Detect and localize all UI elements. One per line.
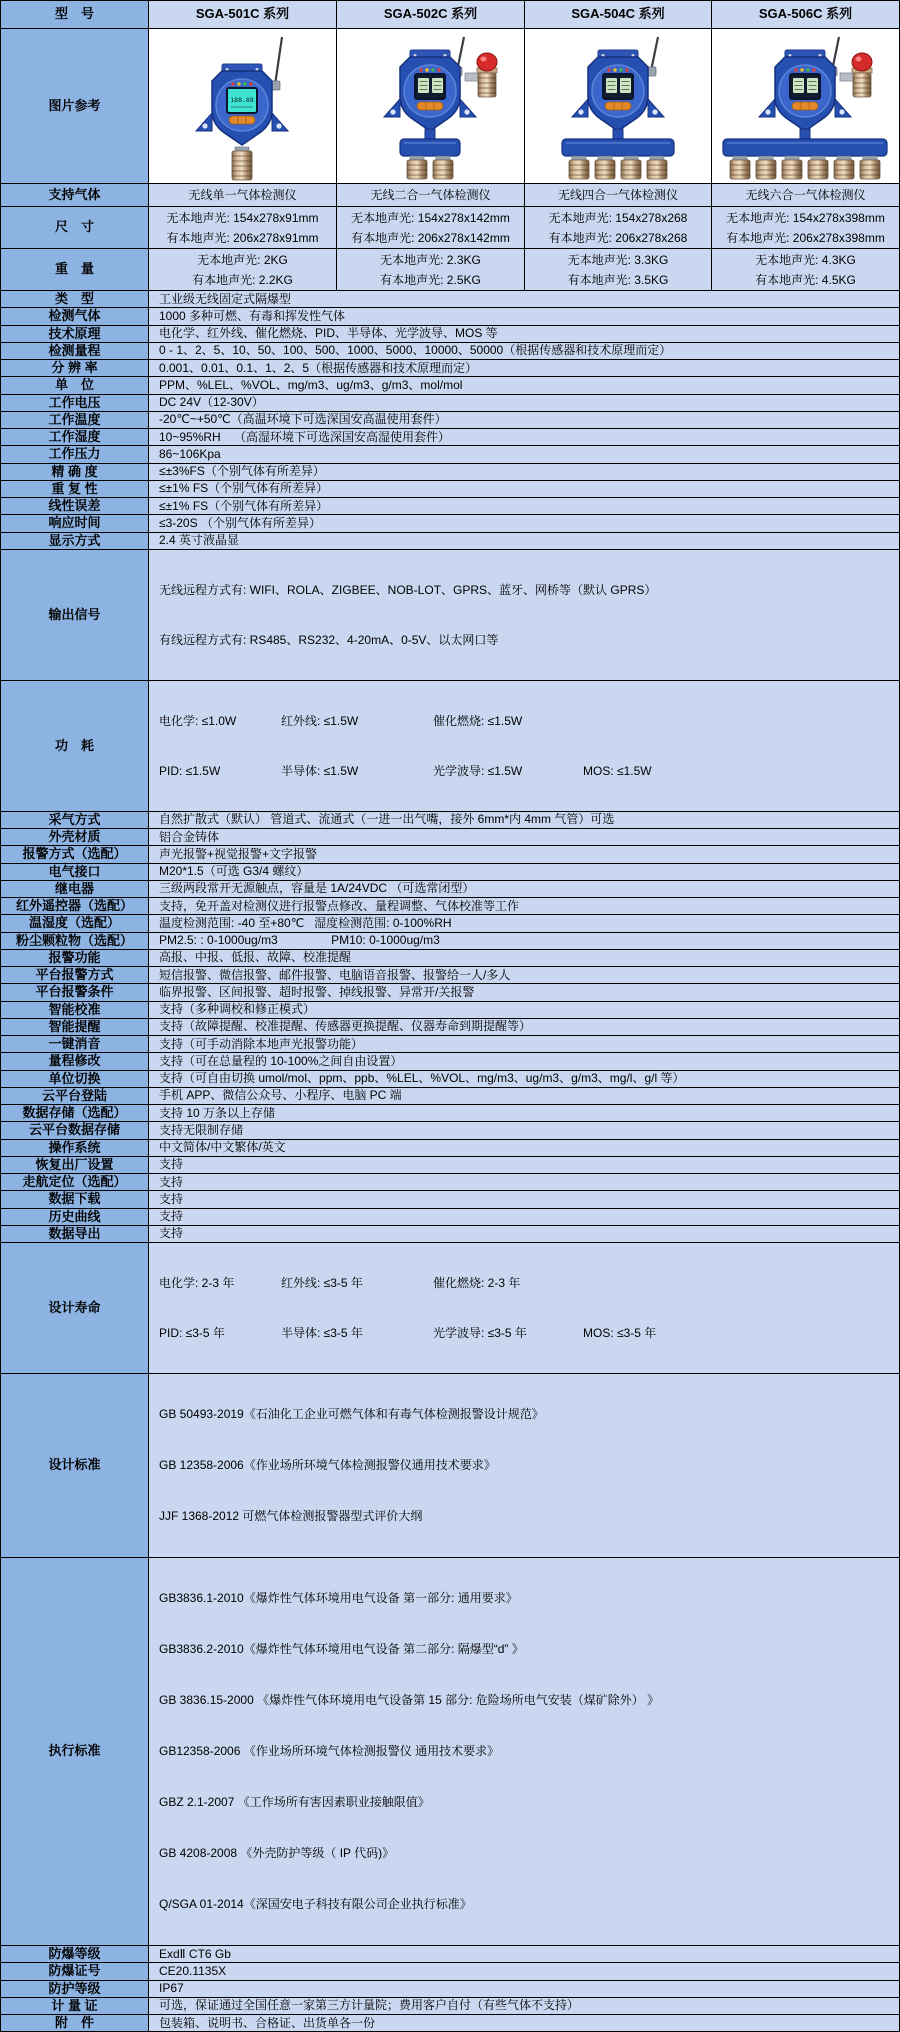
- spec-row: [1, 898, 900, 915]
- spec-row: [1, 480, 900, 497]
- spec-row: [1, 1980, 900, 1997]
- spec-label: 线性误差: [1, 498, 149, 515]
- spec-label: 温湿度（选配）: [1, 915, 149, 932]
- spec-row: [1, 863, 900, 880]
- product-image-sga-502c: [337, 31, 524, 181]
- spec-value: 支持: [149, 1191, 900, 1208]
- spec-value: 高报、中报、低报、故障、校准提醒: [149, 949, 900, 966]
- size-502c: [337, 207, 525, 249]
- output-signal-value: [149, 549, 900, 680]
- weight-line: 有本地声光: 3.5KG: [567, 272, 669, 287]
- spec-value: DC 24V（12-30V）: [149, 394, 900, 411]
- standard-line: Q/SGA 01-2014《深国安电子科技有限公司企业执行标准》: [159, 1897, 472, 1911]
- spec-value: 支持（可自由切换 umol/mol、ppm、ppb、%LEL、%VOL、mg/m3、ug/m3、g/m3、mg/l、g/l 等）: [149, 1070, 900, 1087]
- model-header-label: 型 号: [1, 1, 149, 29]
- spec-value: 手机 APP、微信公众号、小程序、电脑 PC 端: [149, 1087, 900, 1104]
- weight-line: 有本地声光: 2.2KG: [192, 272, 293, 287]
- lifetime-value: [149, 1243, 900, 1374]
- power-item: 半导体: ≤1.5W: [281, 763, 359, 778]
- weight-504c: [525, 249, 712, 291]
- lifetime-item: 光学波导: ≤3-5 年: [433, 1326, 527, 1340]
- lifetime-label: 设计寿命: [1, 1243, 149, 1374]
- weight-line: 无本地声光: 4.3KG: [755, 252, 856, 267]
- row-design-standards: [1, 1374, 900, 1558]
- spec-label: 工作温度: [1, 411, 149, 428]
- spec-row: [1, 829, 900, 846]
- image-cell-sga-504c: [525, 29, 712, 184]
- spec-value: 支持: [149, 1208, 900, 1225]
- spec-label: 重 复 性: [1, 480, 149, 497]
- spec-row: [1, 846, 900, 863]
- power-item: 光学波导: ≤1.5W: [433, 763, 523, 778]
- spec-row: [1, 1139, 900, 1156]
- spec-label: 量程修改: [1, 1053, 149, 1070]
- spec-label: 分 辨 率: [1, 360, 149, 377]
- row-output-signal: [1, 549, 900, 680]
- row-exec-standards: [1, 1558, 900, 1946]
- weight-506c: [712, 249, 900, 291]
- spec-row: [1, 411, 900, 428]
- spec-label: 防爆等级: [1, 1946, 149, 1963]
- spec-label: 数据存储（选配）: [1, 1105, 149, 1122]
- spec-label: 精 确 度: [1, 463, 149, 480]
- spec-row: [1, 515, 900, 532]
- spec-value: 支持（可在总量程的 10-100%之间自由设置）: [149, 1053, 900, 1070]
- spec-value: 铝合金铸体: [149, 829, 900, 846]
- spec-row: [1, 429, 900, 446]
- spec-label: 附 件: [1, 2015, 149, 2032]
- output-signal-line: 无线远程方式有: WIFI、ROLA、ZIGBEE、NOB-LOT、GPRS、蓝牙、网桥等（默认 GPRS）: [159, 582, 657, 597]
- image-row-label: 图片参考: [1, 29, 149, 184]
- spec-row: [1, 325, 900, 342]
- spec-label: 采气方式: [1, 811, 149, 828]
- size-line: 有本地声光: 206x278x91mm: [166, 230, 319, 245]
- spec-label: 平台报警条件: [1, 984, 149, 1001]
- spec-value: 86~106Kpa: [149, 446, 900, 463]
- spec-value: 10~95%RH （高湿环境下可选深国安高湿使用套件）: [149, 429, 900, 446]
- lifetime-item: 红外线: ≤3-5 年: [281, 1276, 363, 1290]
- spec-row: [1, 1001, 900, 1018]
- spec-value: PPM、%LEL、%VOL、mg/m3、ug/m3、g/m3、mol/mol: [149, 377, 900, 394]
- spec-label: 历史曲线: [1, 1208, 149, 1225]
- spec-value: 短信报警、微信报警、邮件报警、电脑语音报警、报警给一人/多人: [149, 967, 900, 984]
- spec-row: [1, 498, 900, 515]
- lifetime-item: PID: ≤3-5 年: [159, 1326, 225, 1340]
- weight-label: 重 量: [1, 249, 149, 291]
- support-gas-504c: 无线四合一气体检测仪: [525, 184, 712, 207]
- size-501c: [149, 207, 337, 249]
- power-item: 电化学: ≤1.0W: [159, 713, 237, 728]
- weight-line: 无本地声光: 3.3KG: [567, 252, 669, 267]
- support-gas-label: 支持气体: [1, 184, 149, 207]
- spec-value: 0 - 1、2、5、10、50、100、500、1000、5000、10000、50000（根据传感器和技术原理而定）: [149, 342, 900, 359]
- standard-line: GB 50493-2019《石油化工企业可燃气体和有毒气体检测报警设计规范》: [159, 1407, 544, 1421]
- lifetime-item: 半导体: ≤3-5 年: [281, 1326, 363, 1340]
- exec-standards-value: [149, 1558, 900, 1946]
- power-item: PID: ≤1.5W: [159, 763, 221, 778]
- spec-row: [1, 291, 900, 308]
- spec-row: [1, 811, 900, 828]
- spec-label: 响应时间: [1, 515, 149, 532]
- lifetime-item: 催化燃烧: 2-3 年: [433, 1276, 521, 1290]
- size-line: 无本地声光: 154x278x268: [548, 210, 688, 225]
- spec-row: [1, 915, 900, 932]
- spec-row: [1, 394, 900, 411]
- spec-value: 声光报警+视觉报警+文字报警: [149, 846, 900, 863]
- spec-row: [1, 1018, 900, 1035]
- spec-value: 工业级无线固定式隔爆型: [149, 291, 900, 308]
- svg-text:188.88: 188.88: [230, 96, 254, 104]
- spec-row: [1, 967, 900, 984]
- spec-label: 粉尘颗粒物（选配）: [1, 932, 149, 949]
- size-506c: [712, 207, 900, 249]
- power-item: 红外线: ≤1.5W: [281, 713, 359, 728]
- spec-row: [1, 342, 900, 359]
- image-cell-sga-502c: [337, 29, 525, 184]
- spec-value: 临界报警、区间报警、超时报警、掉线报警、异常开/关报警: [149, 984, 900, 1001]
- spec-row: [1, 880, 900, 897]
- spec-label: 平台报警方式: [1, 967, 149, 984]
- spec-label: 外壳材质: [1, 829, 149, 846]
- spec-label: 数据下载: [1, 1191, 149, 1208]
- row-support-gas: [1, 184, 900, 207]
- lifetime-item: MOS: ≤3-5 年: [583, 1326, 657, 1340]
- spec-label: 技术原理: [1, 325, 149, 342]
- exec-standards-label: 执行标准: [1, 1558, 149, 1946]
- spec-row: [1, 1122, 900, 1139]
- spec-row: [1, 1946, 900, 1963]
- spec-row: [1, 308, 900, 325]
- row-power: [1, 680, 900, 811]
- spec-value: 支持无限制存储: [149, 1122, 900, 1139]
- spec-row: [1, 984, 900, 1001]
- spec-row: [1, 532, 900, 549]
- spec-value: 三级两段常开无源触点，容量是 1A/24VDC （可选常闭型）: [149, 880, 900, 897]
- product-image-sga-501c: [149, 31, 336, 181]
- row-size: [1, 207, 900, 249]
- spec-row: [1, 1156, 900, 1173]
- spec-value: 2.4 英寸液晶显: [149, 532, 900, 549]
- spec-value: 支持: [149, 1156, 900, 1173]
- product-image-sga-504c: [525, 31, 712, 181]
- spec-value: 支持（多种调校和修正模式）: [149, 1001, 900, 1018]
- spec-value: -20℃~+50℃（高温环境下可选深国安高温使用套件）: [149, 411, 900, 428]
- spec-value: 支持（故障提醒、校准提醒、传感器更换提醒、仪器寿命到期提醒等）: [149, 1018, 900, 1035]
- spec-label: 防护等级: [1, 1980, 149, 1997]
- size-line: 无本地声光: 154x278x91mm: [166, 210, 319, 225]
- weight-line: 无本地声光: 2KG: [197, 252, 288, 267]
- spec-value: 电化学、红外线、催化燃烧、PID、半导体、光学波导、MOS 等: [149, 325, 900, 342]
- weight-line: 有本地声光: 2.5KG: [380, 272, 481, 287]
- size-line: 有本地声光: 206x278x142mm: [351, 230, 510, 245]
- model-name-sga-501c: SGA-501C 系列: [149, 1, 337, 29]
- spec-row: [1, 1053, 900, 1070]
- spec-value: M20*1.5（可选 G3/4 螺纹）: [149, 863, 900, 880]
- power-item: 催化燃烧: ≤1.5W: [433, 713, 523, 728]
- spec-label: 工作压力: [1, 446, 149, 463]
- image-cell-sga-506c: [712, 29, 900, 184]
- spec-label: 一键消音: [1, 1036, 149, 1053]
- spec-label: 检测量程: [1, 342, 149, 359]
- spec-value: 支持: [149, 1174, 900, 1191]
- size-label: 尺 寸: [1, 207, 149, 249]
- spec-label: 工作电压: [1, 394, 149, 411]
- spec-row: [1, 949, 900, 966]
- spec-value: ≤3-20S （个别气体有所差异）: [149, 515, 900, 532]
- spec-row: [1, 2015, 900, 2032]
- standard-line: GB3836.1-2010《爆炸性气体环境用电气设备 第一部分: 通用要求》: [159, 1591, 518, 1605]
- standard-line: GB12358-2006 《作业场所环境气体检测报警仪 通用技术要求》: [159, 1744, 500, 1758]
- weight-line: 有本地声光: 4.5KG: [755, 272, 856, 287]
- spec-label: 操作系统: [1, 1139, 149, 1156]
- spec-row: [1, 1087, 900, 1104]
- weight-line: 无本地声光: 2.3KG: [380, 252, 481, 267]
- model-name-sga-502c: SGA-502C 系列: [337, 1, 525, 29]
- spec-label: 恢复出厂设置: [1, 1156, 149, 1173]
- standard-line: GB 12358-2006《作业场所环境气体检测报警仪通用技术要求》: [159, 1458, 496, 1472]
- spec-value: 包装箱、说明书、合格证、出货单各一份: [149, 2015, 900, 2032]
- spec-value: 自然扩散式（默认） 管道式、流通式（一进一出气嘴，接外 6mm*内 4mm 气管）可选: [149, 811, 900, 828]
- spec-value: ≤±1% FS（个别气体有所差异）: [149, 480, 900, 497]
- spec-value: PM2.5: : 0-1000ug/m3 PM10: 0-1000ug/m3: [149, 932, 900, 949]
- spec-value: 支持: [149, 1225, 900, 1242]
- size-line: 无本地声光: 154x278x398mm: [726, 210, 885, 225]
- power-label: 功 耗: [1, 680, 149, 811]
- row-product-images: [1, 29, 900, 184]
- size-line: 无本地声光: 154x278x142mm: [351, 210, 510, 225]
- spec-label: 云平台登陆: [1, 1087, 149, 1104]
- spec-label: 数据导出: [1, 1225, 149, 1242]
- spec-row: [1, 1036, 900, 1053]
- spec-row: [1, 446, 900, 463]
- support-gas-501c: 无线单一气体检测仪: [149, 184, 337, 207]
- model-name-sga-506c: SGA-506C 系列: [712, 1, 900, 29]
- spec-label: 报警方式（选配）: [1, 846, 149, 863]
- image-cell-sga-501c: [149, 29, 337, 184]
- spec-value: 支持（可手动消除本地声光报警功能）: [149, 1036, 900, 1053]
- spec-row: [1, 1997, 900, 2014]
- spec-row: [1, 1208, 900, 1225]
- output-signal-label: 输出信号: [1, 549, 149, 680]
- spec-value: 温度检测范围: -40 至+80℃ 湿度检测范围: 0-100%RH: [149, 915, 900, 932]
- row-design-lifetime: [1, 1243, 900, 1374]
- spec-row: [1, 1070, 900, 1087]
- spec-label: 检测气体: [1, 308, 149, 325]
- spec-value: ExdⅡ CT6 Gb: [149, 1946, 900, 1963]
- row-model-header: [1, 1, 900, 29]
- spec-value: ≤±1% FS（个别气体有所差异）: [149, 498, 900, 515]
- power-item: MOS: ≤1.5W: [583, 763, 652, 778]
- support-gas-502c: 无线二合一气体检测仪: [337, 184, 525, 207]
- spec-row: [1, 360, 900, 377]
- spec-value: IP67: [149, 1980, 900, 1997]
- spec-row: [1, 377, 900, 394]
- spec-label: 显示方式: [1, 532, 149, 549]
- spec-row: [1, 463, 900, 480]
- spec-label: 工作湿度: [1, 429, 149, 446]
- size-504c: [525, 207, 712, 249]
- spec-value: CE20.1135X: [149, 1963, 900, 1980]
- spec-label: 红外遥控器（选配）: [1, 898, 149, 915]
- size-line: 有本地声光: 206x278x268: [548, 230, 688, 245]
- spec-value: 支持，免开盖对检测仪进行报警点修改、量程调整、气体校准等工作: [149, 898, 900, 915]
- standard-line: GB3836.2-2010《爆炸性气体环境用电气设备 第二部分: 隔爆型“d” 》: [159, 1642, 524, 1656]
- spec-row: [1, 1963, 900, 1980]
- spec-label: 云平台数据存储: [1, 1122, 149, 1139]
- spec-row: [1, 1105, 900, 1122]
- spec-label: 计 量 证: [1, 1997, 149, 2014]
- spec-label: 走航定位（选配）: [1, 1174, 149, 1191]
- spec-value: 0.001、0.01、0.1、1、2、5（根据传感器和技术原理而定）: [149, 360, 900, 377]
- spec-label: 类 型: [1, 291, 149, 308]
- spec-value: ≤±3%FS（个别气体有所差异）: [149, 463, 900, 480]
- spec-label: 智能校准: [1, 1001, 149, 1018]
- spec-value: 1000 多种可燃、有毒和挥发性气体: [149, 308, 900, 325]
- standard-line: GB 4208-2008 《外壳防护等级（ IP 代码)》: [159, 1846, 395, 1860]
- spec-row: [1, 932, 900, 949]
- standard-line: GB 3836.15-2000 《爆炸性气体环境用电气设备第 15 部分: 危险场所电气安装（煤矿除外） 》: [159, 1693, 660, 1707]
- spec-row: [1, 1191, 900, 1208]
- spec-label: 防爆证号: [1, 1963, 149, 1980]
- design-standards-value: [149, 1374, 900, 1558]
- power-value: [149, 680, 900, 811]
- spec-value: 中文简体/中文繁体/英文: [149, 1139, 900, 1156]
- design-standards-label: 设计标准: [1, 1374, 149, 1558]
- spec-label: 报警功能: [1, 949, 149, 966]
- spec-label: 单 位: [1, 377, 149, 394]
- model-name-sga-504c: SGA-504C 系列: [525, 1, 712, 29]
- lifetime-item: 电化学: 2-3 年: [159, 1276, 235, 1290]
- spec-row: [1, 1174, 900, 1191]
- spec-label: 单位切换: [1, 1070, 149, 1087]
- spec-row: [1, 1225, 900, 1242]
- standard-line: GBZ 2.1-2007 《工作场所有害因素职业接触限值》: [159, 1795, 430, 1809]
- support-gas-506c: 无线六合一气体检测仪: [712, 184, 900, 207]
- weight-501c: [149, 249, 337, 291]
- spec-label: 智能提醒: [1, 1018, 149, 1035]
- output-signal-line: 有线远程方式有: RS485、RS232、4-20mA、0-5V、以太网口等: [159, 632, 499, 647]
- standard-line: JJF 1368-2012 可燃气体检测报警器型式评价大纲: [159, 1509, 423, 1523]
- size-line: 有本地声光: 206x278x398mm: [726, 230, 885, 245]
- spec-label: 电气接口: [1, 863, 149, 880]
- spec-label: 继电器: [1, 880, 149, 897]
- row-weight: [1, 249, 900, 291]
- product-image-sga-506c: [712, 31, 899, 181]
- spec-value: 支持 10 万条以上存储: [149, 1105, 900, 1122]
- spec-value: 可选，保证通过全国任意一家第三方计量院；费用客户自付（有些气体不支持）: [149, 1997, 900, 2014]
- weight-502c: [337, 249, 525, 291]
